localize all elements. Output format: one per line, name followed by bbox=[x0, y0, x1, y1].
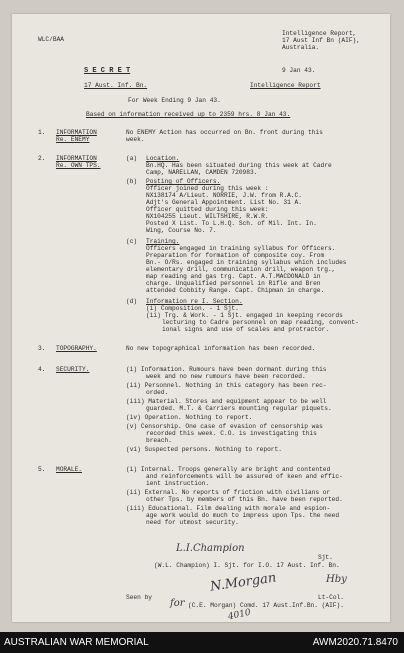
item-b-line: NX138174 A/Lieut. NORRIE, J.W. from R.A.C. bbox=[146, 192, 302, 199]
section-4-heading: SECURITY. bbox=[56, 366, 90, 373]
item-b-line: NX104255 Lieut. WILTSHIRE, R.W.R. bbox=[146, 213, 269, 220]
morale-line: age work would do much to impress upon Tps. the need bbox=[146, 512, 340, 519]
item-c-title: Training. bbox=[146, 238, 180, 245]
section-5-heading: MORALE. bbox=[56, 466, 82, 473]
security-line: breach. bbox=[146, 437, 172, 444]
security-line: (v) Censorship. One case of evasion of censorship was bbox=[126, 423, 323, 430]
item-c-line: attended Cobbity Range. Capt. Chipman in charge. bbox=[146, 287, 325, 294]
section-2-number: 2. bbox=[38, 155, 46, 162]
org-line-1: Intelligence Report, bbox=[282, 30, 357, 37]
sergeant-signature: L.I.Champion bbox=[176, 543, 245, 554]
item-a-title: Location. bbox=[146, 155, 180, 162]
item-b-line: Officer joined during this week : bbox=[146, 185, 269, 192]
security-line: (ii) Personnel. Nothing in this category has been rec- bbox=[126, 382, 327, 389]
morale-line: and reinforcements will be assured of keen and effic- bbox=[146, 473, 343, 480]
item-b-line: Adjt's General Appointment. List No. 31 A. bbox=[146, 199, 302, 206]
item-d-label: (d) bbox=[126, 298, 138, 305]
handwritten-mark: 4010 bbox=[227, 607, 252, 623]
security-line: week and no new rumours have been recorded. bbox=[146, 373, 306, 380]
sergeant-rank: Sjt. bbox=[318, 554, 333, 561]
commander-name-line: (C.E. Morgan) Comd. 17 Aust.Inf.Bn. (AIF). bbox=[188, 602, 344, 609]
week-ending: For Week Ending 9 Jan 43. bbox=[128, 97, 221, 104]
item-b-title: Posting of Officers. bbox=[146, 178, 221, 185]
item-c-label: (c) bbox=[126, 238, 138, 245]
item-b-line: Officer quitted during this week: bbox=[146, 206, 269, 213]
section-1-line: week. bbox=[126, 136, 145, 143]
report-title: Intelligence Report bbox=[250, 82, 321, 89]
section-1-line: No ENEMY Action has occurred on Bn. front during this bbox=[126, 129, 323, 136]
security-line: recorded this week. C.O. is investigating this bbox=[146, 430, 317, 437]
item-c-line: Bn.- O/Rs. engaged in training syllabus which includes bbox=[146, 259, 347, 266]
morale-line: (iii) Educational. Film dealing with morale and espion- bbox=[126, 505, 331, 512]
item-d-title: Information re I. Section. bbox=[146, 298, 243, 305]
sergeant-name-line: (W.L. Champion) I. Sjt. for I.O. 17 Aust. Inf. Bn. bbox=[154, 562, 340, 569]
item-d-line: ional signs and use of scales and protractor. bbox=[162, 326, 330, 333]
morale-line: need for utmost security. bbox=[146, 519, 239, 526]
section-3-number: 3. bbox=[38, 345, 46, 352]
item-c-line: map reading and gas trg. Capt. A.T.MACDONALD in bbox=[146, 273, 321, 280]
item-c-line: elementary drill, communication drill, weapon trg., bbox=[146, 266, 336, 273]
commander-initials: Hby bbox=[326, 574, 347, 585]
item-a-line: Bn.HQ. Has been situated during this week at Cadre bbox=[146, 162, 332, 169]
security-line: orded. bbox=[146, 389, 169, 396]
security-line: (i) Information. Rumours have been dormant during this bbox=[126, 366, 327, 373]
morale-line: (i) Internal. Troops generally are bright and contented bbox=[126, 466, 331, 473]
section-3-heading: TOPOGRAPHY. bbox=[56, 345, 97, 352]
archive-footer bbox=[0, 632, 404, 653]
morale-line: (ii) External. No reports of friction with civilians or bbox=[126, 489, 331, 496]
section-3-text: No new topographical information has been recorded. bbox=[126, 345, 316, 352]
section-5-number: 5. bbox=[38, 466, 46, 473]
org-line-2: 17 Aust Inf Bn (AIF), bbox=[282, 37, 360, 44]
morale-line: other Tps. by members of this Bn. have been reported. bbox=[146, 496, 343, 503]
section-2-heading: INFORMATION bbox=[56, 155, 97, 162]
item-b-line: Posted X List. To L.H.Q. Sch. of Mil. Int. In. bbox=[146, 220, 317, 227]
item-d-line: lecturing to Cadre personnel on map reading, convent- bbox=[162, 319, 359, 326]
based-on-line: Based on information received up to 2359 hrs. 8 Jan 43. bbox=[86, 111, 291, 118]
item-c-line: Preparation for formation of composite coy. From bbox=[146, 252, 325, 259]
unit-name: 17 Aust. Inf. Bn. bbox=[84, 82, 148, 89]
org-line-3: Australia. bbox=[282, 44, 320, 51]
classification: S E C R E T bbox=[84, 67, 131, 75]
item-c-line: charge. Unqualified personnel in Rifle and Bren bbox=[146, 280, 321, 287]
commander-signature: N.Morgan bbox=[209, 570, 278, 595]
section-1-number: 1. bbox=[38, 129, 46, 136]
reference-code: WLC/BAA bbox=[38, 36, 64, 43]
item-a-label: (a) bbox=[126, 155, 138, 162]
section-4-number: 4. bbox=[38, 366, 46, 373]
section-2-subheading: Re. OWN TPS. bbox=[56, 162, 101, 169]
item-d-training: (ii) Trg. & Work. - 1 Sjt. engaged in keeping records bbox=[146, 312, 343, 319]
commander-rank: Lt-Col. bbox=[318, 594, 344, 601]
item-d-composition: (i) Composition. - 1 Sjt. bbox=[146, 305, 239, 312]
section-1-subheading: Re. ENEMY bbox=[56, 136, 90, 143]
report-date: 9 Jan 43. bbox=[282, 67, 316, 74]
security-line: (iii) Material. Stores and equipment appear to be well bbox=[126, 398, 327, 405]
section-1-heading: INFORMATION bbox=[56, 129, 97, 136]
security-line: (iv) Operation. Nothing to report. bbox=[126, 414, 253, 421]
seen-by-label: Seen by bbox=[126, 594, 152, 601]
item-b-line: Wing, Course No. 7. bbox=[146, 227, 217, 234]
footer-institution: AUSTRALIAN WAR MEMORIAL bbox=[4, 637, 149, 648]
item-c-line: Officers engaged in training syllabus for Officers. bbox=[146, 245, 336, 252]
footer-accession-number: AWM2020.71.8470 bbox=[312, 637, 398, 648]
morale-line: ient instruction. bbox=[146, 480, 210, 487]
item-a-line: Camp, NARELLAN, CAMDEN 720983. bbox=[146, 169, 258, 176]
item-b-label: (b) bbox=[126, 178, 138, 185]
for-annotation: for bbox=[170, 598, 185, 609]
security-line: (vi) Suspected persons. Nothing to report. bbox=[126, 446, 282, 453]
security-line: guarded. M.T. & Carriers mounting regular piquets. bbox=[146, 405, 332, 412]
